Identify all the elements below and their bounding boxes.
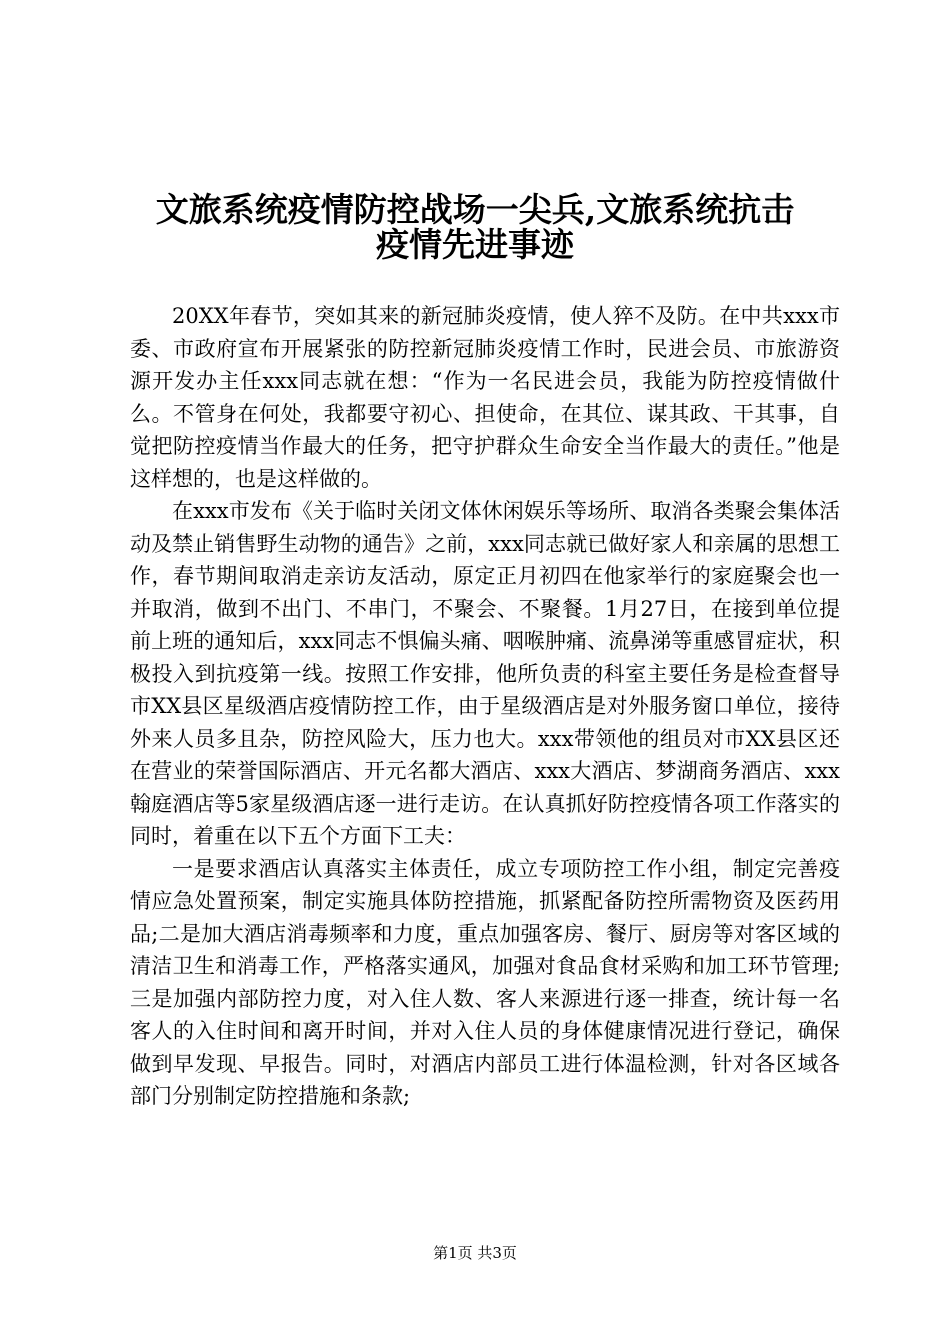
- document-title-line-2: 疫情先进事迹: [376, 225, 574, 264]
- paragraph-1: 20XX年春节，突如其来的新冠肺炎疫情，使人猝不及防。在中共xxx市委、市政府宣布开展紧张的防控新冠肺炎疫情工作时，民进会员、市旅游资源开发办主任xxx同志就在想：“作为一名民进会员，我能为防控疫情做什么。不管身在何处，我都要守初心、担使命，在其位、谋其政、干其事，自觉把防控疫情当作最大的任务，把守护群众生命安全当作最大的责任。”他是这样想的，也是这样做的。: [130, 304, 840, 491]
- page-footer: 第1页 共3页: [433, 1244, 517, 1262]
- document-body: [130, 300, 840, 1113]
- document-title-line-1: 文旅系统疫情防控战场一尖兵,文旅系统抗击: [155, 190, 795, 229]
- paragraph-2: 在xxx市发布《关于临时关闭文体休闲娱乐等场所、取消各类聚会集体活动及禁止销售野生动物的通告》之前，xxx同志就已做好家人和亲属的思想工作，春节期间取消走亲访友活动，原定正月初四在他家举行的家庭聚会也一并取消，做到不出门、不串门，不聚会、不聚餐。1月27日，在接到单位提前上班的通知后，xxx同志不惧偏头痛、咽喉肿痛、流鼻涕等重感冒症状，积极投入到抗疫第一线。按照工作安排，他所负责的科室主要任务是检查督导市XX县区星级酒店疫情防控工作，由于星级酒店是对外服务窗口单位，接待外来人员多且杂，防控风险大，压力也大。xxx带领他的组员对市XX县区还在营业的荣誉国际酒店、开元名都大酒店、xxx大酒店、梦湖商务酒店、xxx翰庭酒店等5家星级酒店逐一进行走访。在认真抓好防控疫情各项工作落实的同时，着重在以下五个方面下工夫：: [130, 499, 840, 848]
- paragraph-3: 一是要求酒店认真落实主体责任，成立专项防控工作小组，制定完善疫情应急处置预案，制定实施具体防控措施，抓紧配备防控所需物资及医药用品;二是加大酒店消毒频率和力度，重点加强客房、餐厅、厨房等对客区域的清洁卫生和消毒工作，严格落实通风，加强对食品食材采购和加工环节管理;三是加强内部防控力度，对入住人数、客人来源进行逐一排查，统计每一名客人的入住时间和离开时间，并对入住人员的身体健康情况进行登记，确保做到早发现、早报告。同时，对酒店内部员工进行体温检测，针对各区域各部门分别制定防控措施和条款;: [130, 856, 840, 1108]
